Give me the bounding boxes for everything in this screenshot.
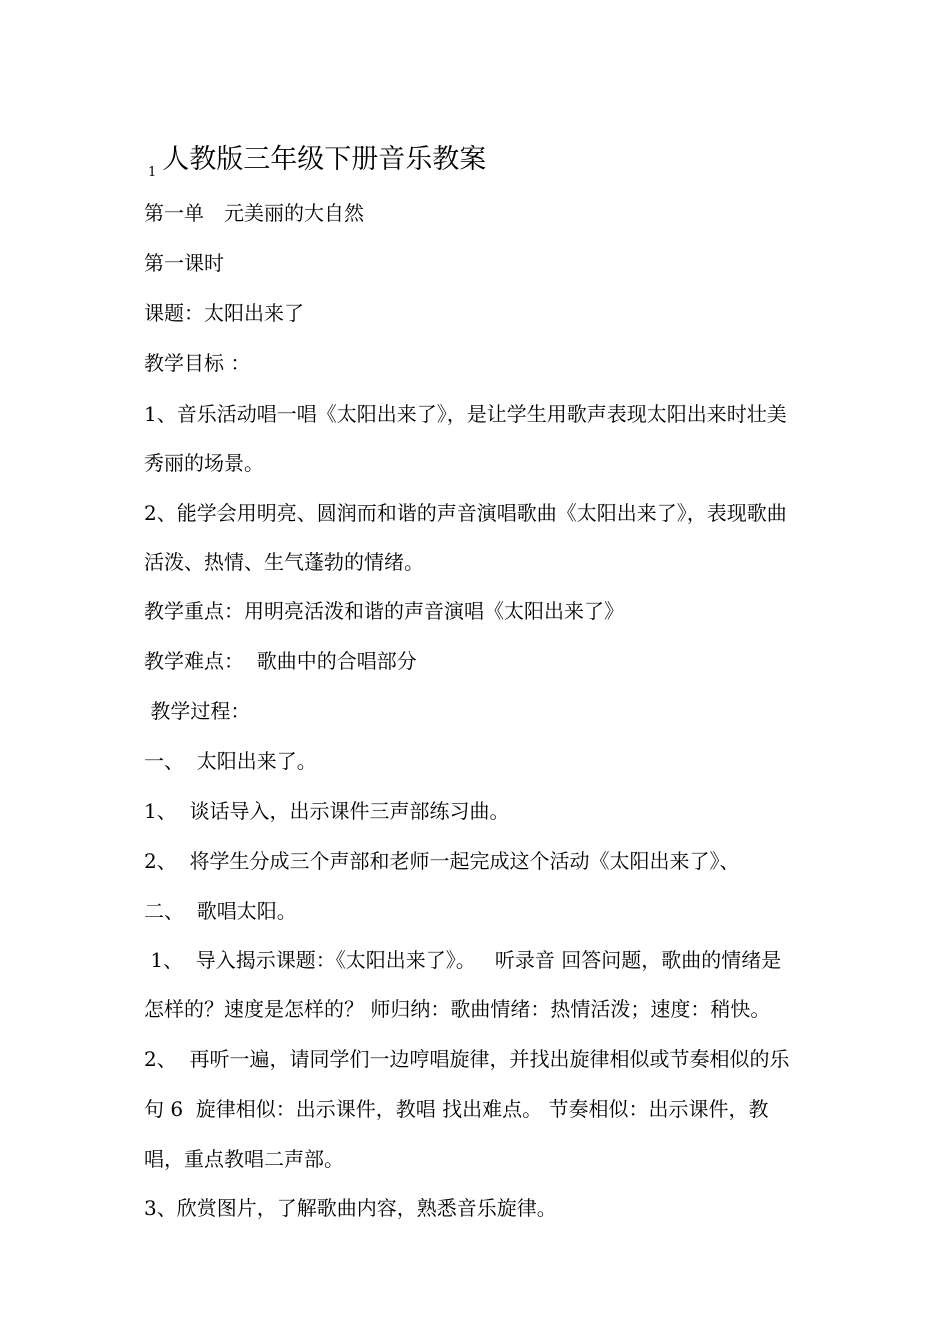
- section-2-step-1-line-2: 怎样的？速度是怎样的？ 师归纳：歌曲情绪：热情活泼；速度：稍快。: [144, 997, 771, 1021]
- page-number: 1: [148, 165, 157, 180]
- section-2-step-1-line-1: 1、 导入揭示课题：《太阳出来了》。 听录音 回答问题，歌曲的情绪是: [144, 948, 782, 972]
- document-title-block: [148, 144, 486, 180]
- objectives-heading: 教学目标 ：: [144, 351, 251, 375]
- difficult-point: 教学难点： 歌曲中的合唱部分: [144, 649, 417, 673]
- unit-heading: 第一单 元美丽的大自然: [144, 201, 364, 225]
- objective-2-line-2: 活泼、热情、生气蓬勃的情绪。: [144, 550, 424, 574]
- lesson-topic: 课题：太阳出来了: [144, 301, 304, 325]
- objective-1-line-2: 秀丽的场景。: [144, 451, 264, 475]
- document-title: 人教版三年级下册音乐教案: [162, 144, 487, 175]
- process-heading: 教学过程：: [144, 699, 251, 723]
- objective-2-line-1: 2、能学会用明亮、圆润而和谐的声音演唱歌曲《太阳出来了》，表现歌曲: [144, 501, 787, 525]
- section-2-step-2-line-3: 唱，重点教唱二声部。: [144, 1147, 344, 1171]
- lesson-period: 第一课时: [144, 251, 224, 275]
- key-point: 教学重点：用明亮活泼和谐的声音演唱《太阳出来了》: [144, 599, 624, 623]
- section-2-step-3: 3、欣赏图片，了解歌曲内容，熟悉音乐旋律。: [144, 1196, 557, 1220]
- section-2-step-2-line-2: 句 6 旋律相似：出示课件，教唱 找出难点。 节奏相似：出示课件，教: [144, 1097, 769, 1121]
- section-2-heading: 二、 歌唱太阳。: [144, 899, 297, 923]
- section-1-heading: 一、 太阳出来了。: [144, 749, 317, 773]
- section-1-step-2: 2、 将学生分成三个声部和老师一起完成这个活动《太阳出来了》、: [144, 849, 740, 873]
- objective-1-line-1: 1、音乐活动唱一唱《太阳出来了》，是让学生用歌声表现太阳出来时壮美: [144, 402, 787, 426]
- section-1-step-1: 1、 谈话导入，出示课件三声部练习曲。: [144, 799, 510, 823]
- section-2-step-2-line-1: 2、 再听一遍，请同学们一边哼唱旋律，并找出旋律相似或节奏相似的乐: [144, 1047, 790, 1071]
